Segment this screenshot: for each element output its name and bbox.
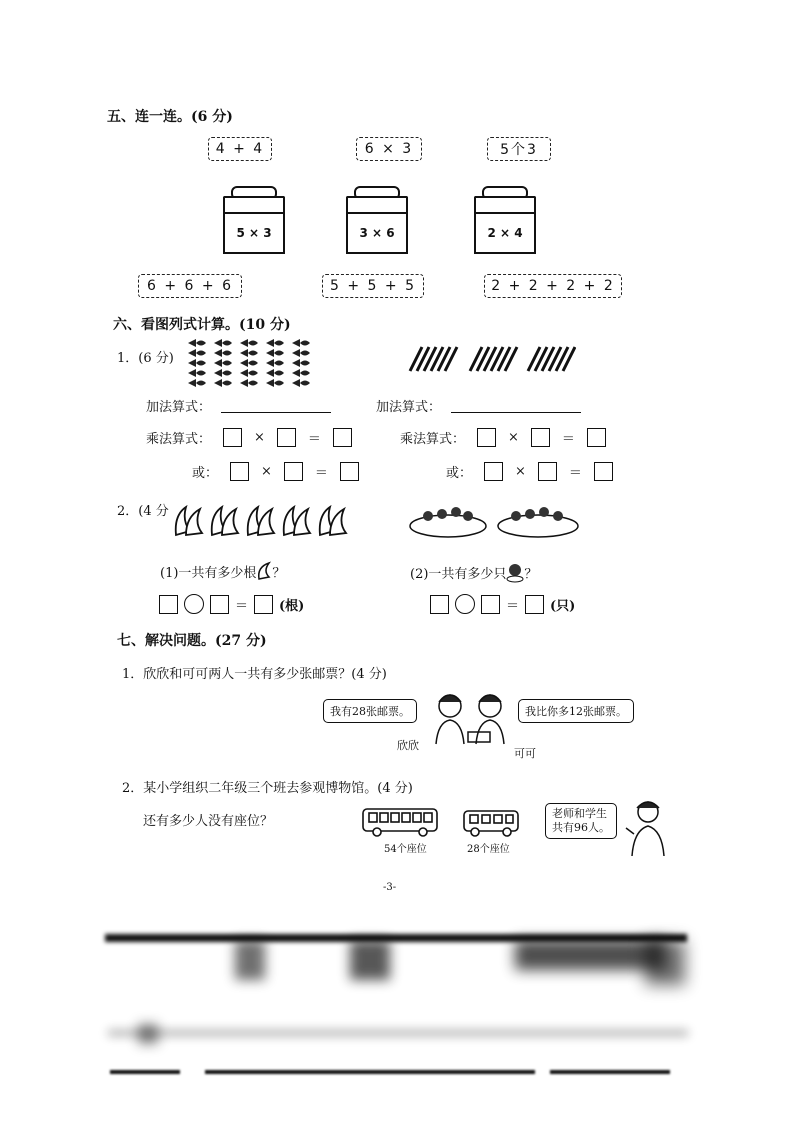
q2-label: 2．(4 分 <box>117 504 169 519</box>
house-1[interactable] <box>223 186 281 252</box>
answer-box[interactable] <box>159 595 178 614</box>
operator-circle[interactable] <box>455 594 475 614</box>
mul-label: 乘法算式： <box>400 432 466 447</box>
add-label: 加法算式： <box>146 400 212 415</box>
q2a-question <box>160 561 285 581</box>
answer-box[interactable] <box>430 595 449 614</box>
q2b-equation <box>430 594 575 614</box>
bus-large-icon <box>361 805 441 839</box>
house-3[interactable] <box>474 186 532 252</box>
add-answer-line[interactable] <box>221 398 331 413</box>
teacher-icon <box>622 798 672 858</box>
equals-sign: ＝ <box>568 466 582 481</box>
add-answer-line[interactable] <box>451 398 581 413</box>
unit-label: (只) <box>550 598 576 614</box>
scan-artifact <box>235 940 265 980</box>
bottom-scan-line <box>110 1068 690 1078</box>
s7-q1: 1．欣欣和可可两人一共有多少张邮票？(4 分) <box>122 667 387 682</box>
teacher-bubble-line1: 老师和学生 <box>552 807 607 820</box>
section7-title: 七、解决问题。(27 分) <box>117 633 267 649</box>
q2b-question <box>410 561 537 583</box>
operator-circle[interactable] <box>184 594 204 614</box>
or-row-left <box>192 462 359 481</box>
blurred-scan-strip <box>105 930 687 992</box>
scan-artifact <box>138 1024 158 1044</box>
answer-box[interactable] <box>484 462 503 481</box>
bottom-box-2[interactable]: 5 + 5 + 5 <box>322 274 424 298</box>
name-xinxin: 欣欣 <box>397 739 419 752</box>
answer-box[interactable] <box>587 428 606 447</box>
fish-group-icon <box>186 338 314 388</box>
s7-q2: 2．某小学组织二年级三个班去参观博物馆。(4 分) <box>122 781 413 796</box>
or-label: 或： <box>192 466 219 481</box>
answer-box[interactable] <box>525 595 544 614</box>
mul-label: 乘法算式： <box>146 432 212 447</box>
add-row-right <box>376 396 581 415</box>
answer-box[interactable] <box>333 428 352 447</box>
q1-label: 1．(6 分) <box>117 351 174 366</box>
answer-box[interactable] <box>210 595 229 614</box>
scan-artifact <box>645 940 685 985</box>
page-number: -3- <box>383 882 397 893</box>
bus-small-icon <box>462 807 522 839</box>
or-row-right <box>446 462 613 481</box>
times-sign: × <box>508 430 519 445</box>
answer-box[interactable] <box>477 428 496 447</box>
speech-bubble-keke: 我比你多12张邮票。 <box>518 699 634 723</box>
bus2-seats: 28个座位 <box>467 844 510 855</box>
bottom-box-1[interactable]: 6 + 6 + 6 <box>138 274 242 298</box>
q2b-text: (2)一共有多少只 <box>410 566 507 582</box>
q2a-text: (1)一共有多少根 <box>160 565 257 581</box>
equals-sign: ＝ <box>235 598 249 614</box>
scan-artifact <box>350 940 390 980</box>
scan-artifact <box>110 1070 180 1074</box>
teacher-bubble-line2: 共有96人。 <box>552 821 610 834</box>
times-sign: × <box>515 464 526 479</box>
scan-artifact <box>108 1030 688 1036</box>
equals-sign: ＝ <box>561 432 575 447</box>
two-girls-icon <box>430 688 520 748</box>
add-row-left <box>146 396 331 415</box>
banana-icon <box>256 561 272 581</box>
times-sign: × <box>261 464 272 479</box>
equals-sign: ＝ <box>506 598 520 614</box>
house-label: 2 × 4 <box>474 212 536 254</box>
blurred-scan-strip-2 <box>108 1020 688 1050</box>
mul-row-left <box>146 428 352 447</box>
add-label: 加法算式： <box>376 400 442 415</box>
answer-box[interactable] <box>284 462 303 481</box>
scan-artifact <box>205 1070 535 1074</box>
answer-box[interactable] <box>230 462 249 481</box>
top-box-3[interactable]: 5个3 <box>487 137 551 161</box>
top-box-2[interactable]: 6 × 3 <box>356 137 422 161</box>
house-2[interactable] <box>346 186 404 252</box>
speech-bubble-xinxin: 我有28张邮票。 <box>323 699 417 723</box>
top-box-1[interactable]: 4 + 4 <box>208 137 272 161</box>
bananas-icon <box>172 505 358 539</box>
bus1-seats: 54个座位 <box>384 844 427 855</box>
q2a-equation <box>159 594 304 614</box>
s7-q2-ask: 还有多少人没有座位？ <box>143 814 274 829</box>
equals-sign: ＝ <box>314 466 328 481</box>
sticks-icon <box>408 345 576 373</box>
section6-title: 六、看图列式计算。(10 分) <box>113 317 291 333</box>
frog-icon <box>506 561 524 583</box>
name-keke: 可可 <box>514 747 536 760</box>
answer-box[interactable] <box>594 462 613 481</box>
bottom-box-3[interactable]: 2 + 2 + 2 + 2 <box>484 274 622 298</box>
answer-box[interactable] <box>481 595 500 614</box>
house-label: 3 × 6 <box>346 212 408 254</box>
answer-box[interactable] <box>531 428 550 447</box>
scan-artifact <box>515 940 665 970</box>
answer-box[interactable] <box>223 428 242 447</box>
scan-artifact <box>550 1070 670 1074</box>
or-label: 或： <box>446 466 473 481</box>
speech-bubble-teacher <box>545 803 617 839</box>
mul-row-right <box>400 428 606 447</box>
section5-title: 五、连一连。(6 分) <box>107 109 233 125</box>
unit-label: (根) <box>279 598 305 614</box>
answer-box[interactable] <box>340 462 359 481</box>
answer-box[interactable] <box>277 428 296 447</box>
frogs-on-leaves-icon <box>408 494 580 540</box>
times-sign: × <box>254 430 265 445</box>
equals-sign: ＝ <box>307 432 321 447</box>
answer-box[interactable] <box>254 595 273 614</box>
q2b-qmark: ？ <box>524 566 538 582</box>
house-label: 5 × 3 <box>223 212 285 254</box>
answer-box[interactable] <box>538 462 557 481</box>
q2a-qmark: ？ <box>272 565 286 581</box>
